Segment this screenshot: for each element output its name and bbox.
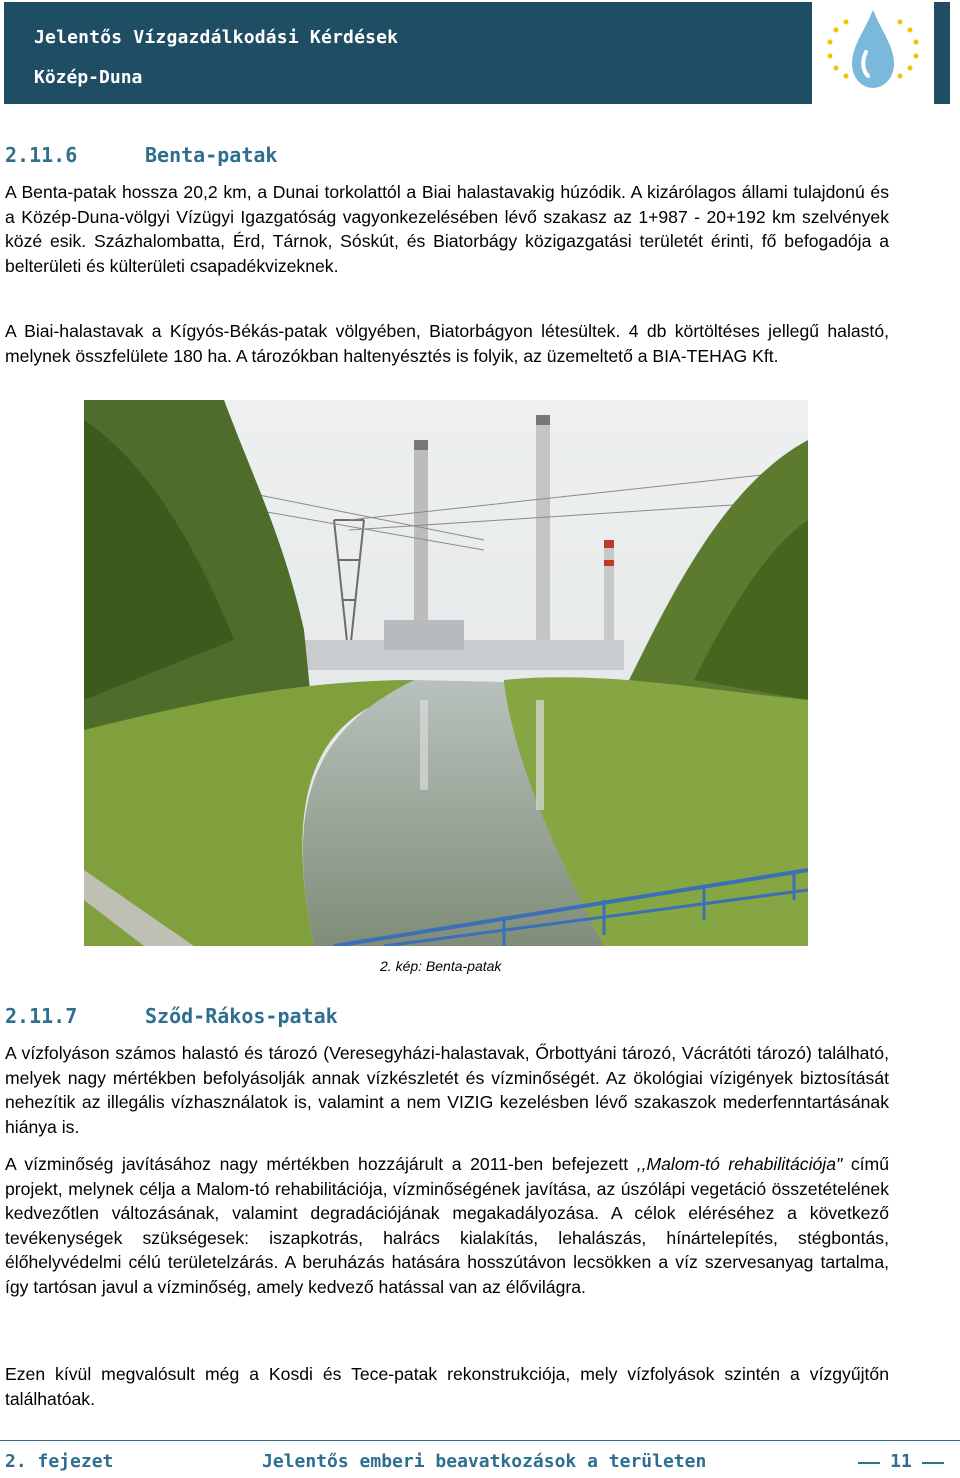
header-title: Jelentős Vízgazdálkodási Kérdések <box>34 27 399 48</box>
paragraph-szod-2 <box>5 1152 889 1300</box>
paragraph-benta-1: A Benta-patak hossza 20,2 km, a Dunai torkolattól a Biai halastavakig húzódik. A kizárólagos állami tulajdonú és a Közép-Duna-völgyi Vízügyi Igazgatóság vagyonkezelésében lévő szakasz az 1+987 - 20+192 km szelvények közé esik. Százhalombatta, Érd, Tárnok, Sóskút, és Biatorbágy közigazgatási területét érinti, fő befogadója a belterületi és külterületi csapadékvizeknek. <box>5 182 889 276</box>
project-title: ,,Malom-tó rehabilitációja" <box>636 1154 843 1174</box>
section-title: Sződ-Rákos-patak <box>145 1004 338 1028</box>
footer-title: Jelentős emberi beavatkozások a területen <box>262 1451 707 1472</box>
paragraph-benta-2: A Biai-halastavak a Kígyós-Békás-patak völgyében, Biatorbágyon létesültek. 4 db körtöltéses jellegű halastó, melynek összfelülete 180 ha. A tározókban haltenyésztés is folyik, az üzemeltető a BIA-TEHAG Kft. <box>5 321 889 366</box>
page-number-dash-right <box>922 1462 944 1464</box>
footer-rule <box>0 1440 960 1441</box>
paragraph-szod-1: A vízfolyáson számos halastó és tározó (Veresegyházi-halastavak, Őrbottyáni tározó, Vácrátóti tározó) található, melyek nagy mértékben befolyásolják annak vízkészletét és vízminőségét. Az ökológiai vízigények biztosítását nehezítik az illegális vízhasználatok is, valamint a nem VIZIG kezelésben lévő szakaszok mederfenntartásának hiánya is. <box>5 1043 889 1137</box>
footer-chapter: 2. fejezet <box>5 1451 114 1472</box>
section-number: 2.11.7 <box>5 1004 78 1028</box>
paragraph-szod-2-b: című projekt, melynek célja a Malom-tó rehabilitációja, vízminőségének javítása, az úszólápi vegetáció összetételének kedvezőtlen változásának, valamint degradációjának megakadályozása. A célok eléréséhez a következő tevékenységek szükségesek: iszapkotrás, halrács kialakítás, lehalászás, hínártelepítés, stégbontás, élőhelyvédelmi célú területelzárás. A beruházás hatására hosszútávon lecsökken a víz szervesanyag tartalma, így tartósan javul a vízminőség, amely kedvező hatással van az élővilágra. <box>5 1154 889 1297</box>
photo-caption: 2. kép: Benta-patak <box>380 958 502 974</box>
eu-water-drop-logo <box>812 2 934 104</box>
page-number: 11 <box>890 1451 912 1472</box>
section-number: 2.11.6 <box>5 143 78 167</box>
section-heading-benta <box>5 143 277 167</box>
section-title: Benta-patak <box>145 143 278 167</box>
paragraph-szod-2-a: A vízminőség javításához nagy mértékben hozzájárult a 2011-ben befejezett <box>5 1154 637 1174</box>
paragraph-szod-3: Ezen kívül megvalósult még a Kosdi és Tece-patak rekonstrukciója, mely vízfolyások szintén a vízgyűjtőn találhatóak. <box>5 1364 889 1409</box>
page-header <box>4 2 950 104</box>
section-heading-szod <box>5 1004 338 1028</box>
benta-patak-photo <box>84 400 808 946</box>
header-subtitle: Közép-Duna <box>34 67 143 88</box>
